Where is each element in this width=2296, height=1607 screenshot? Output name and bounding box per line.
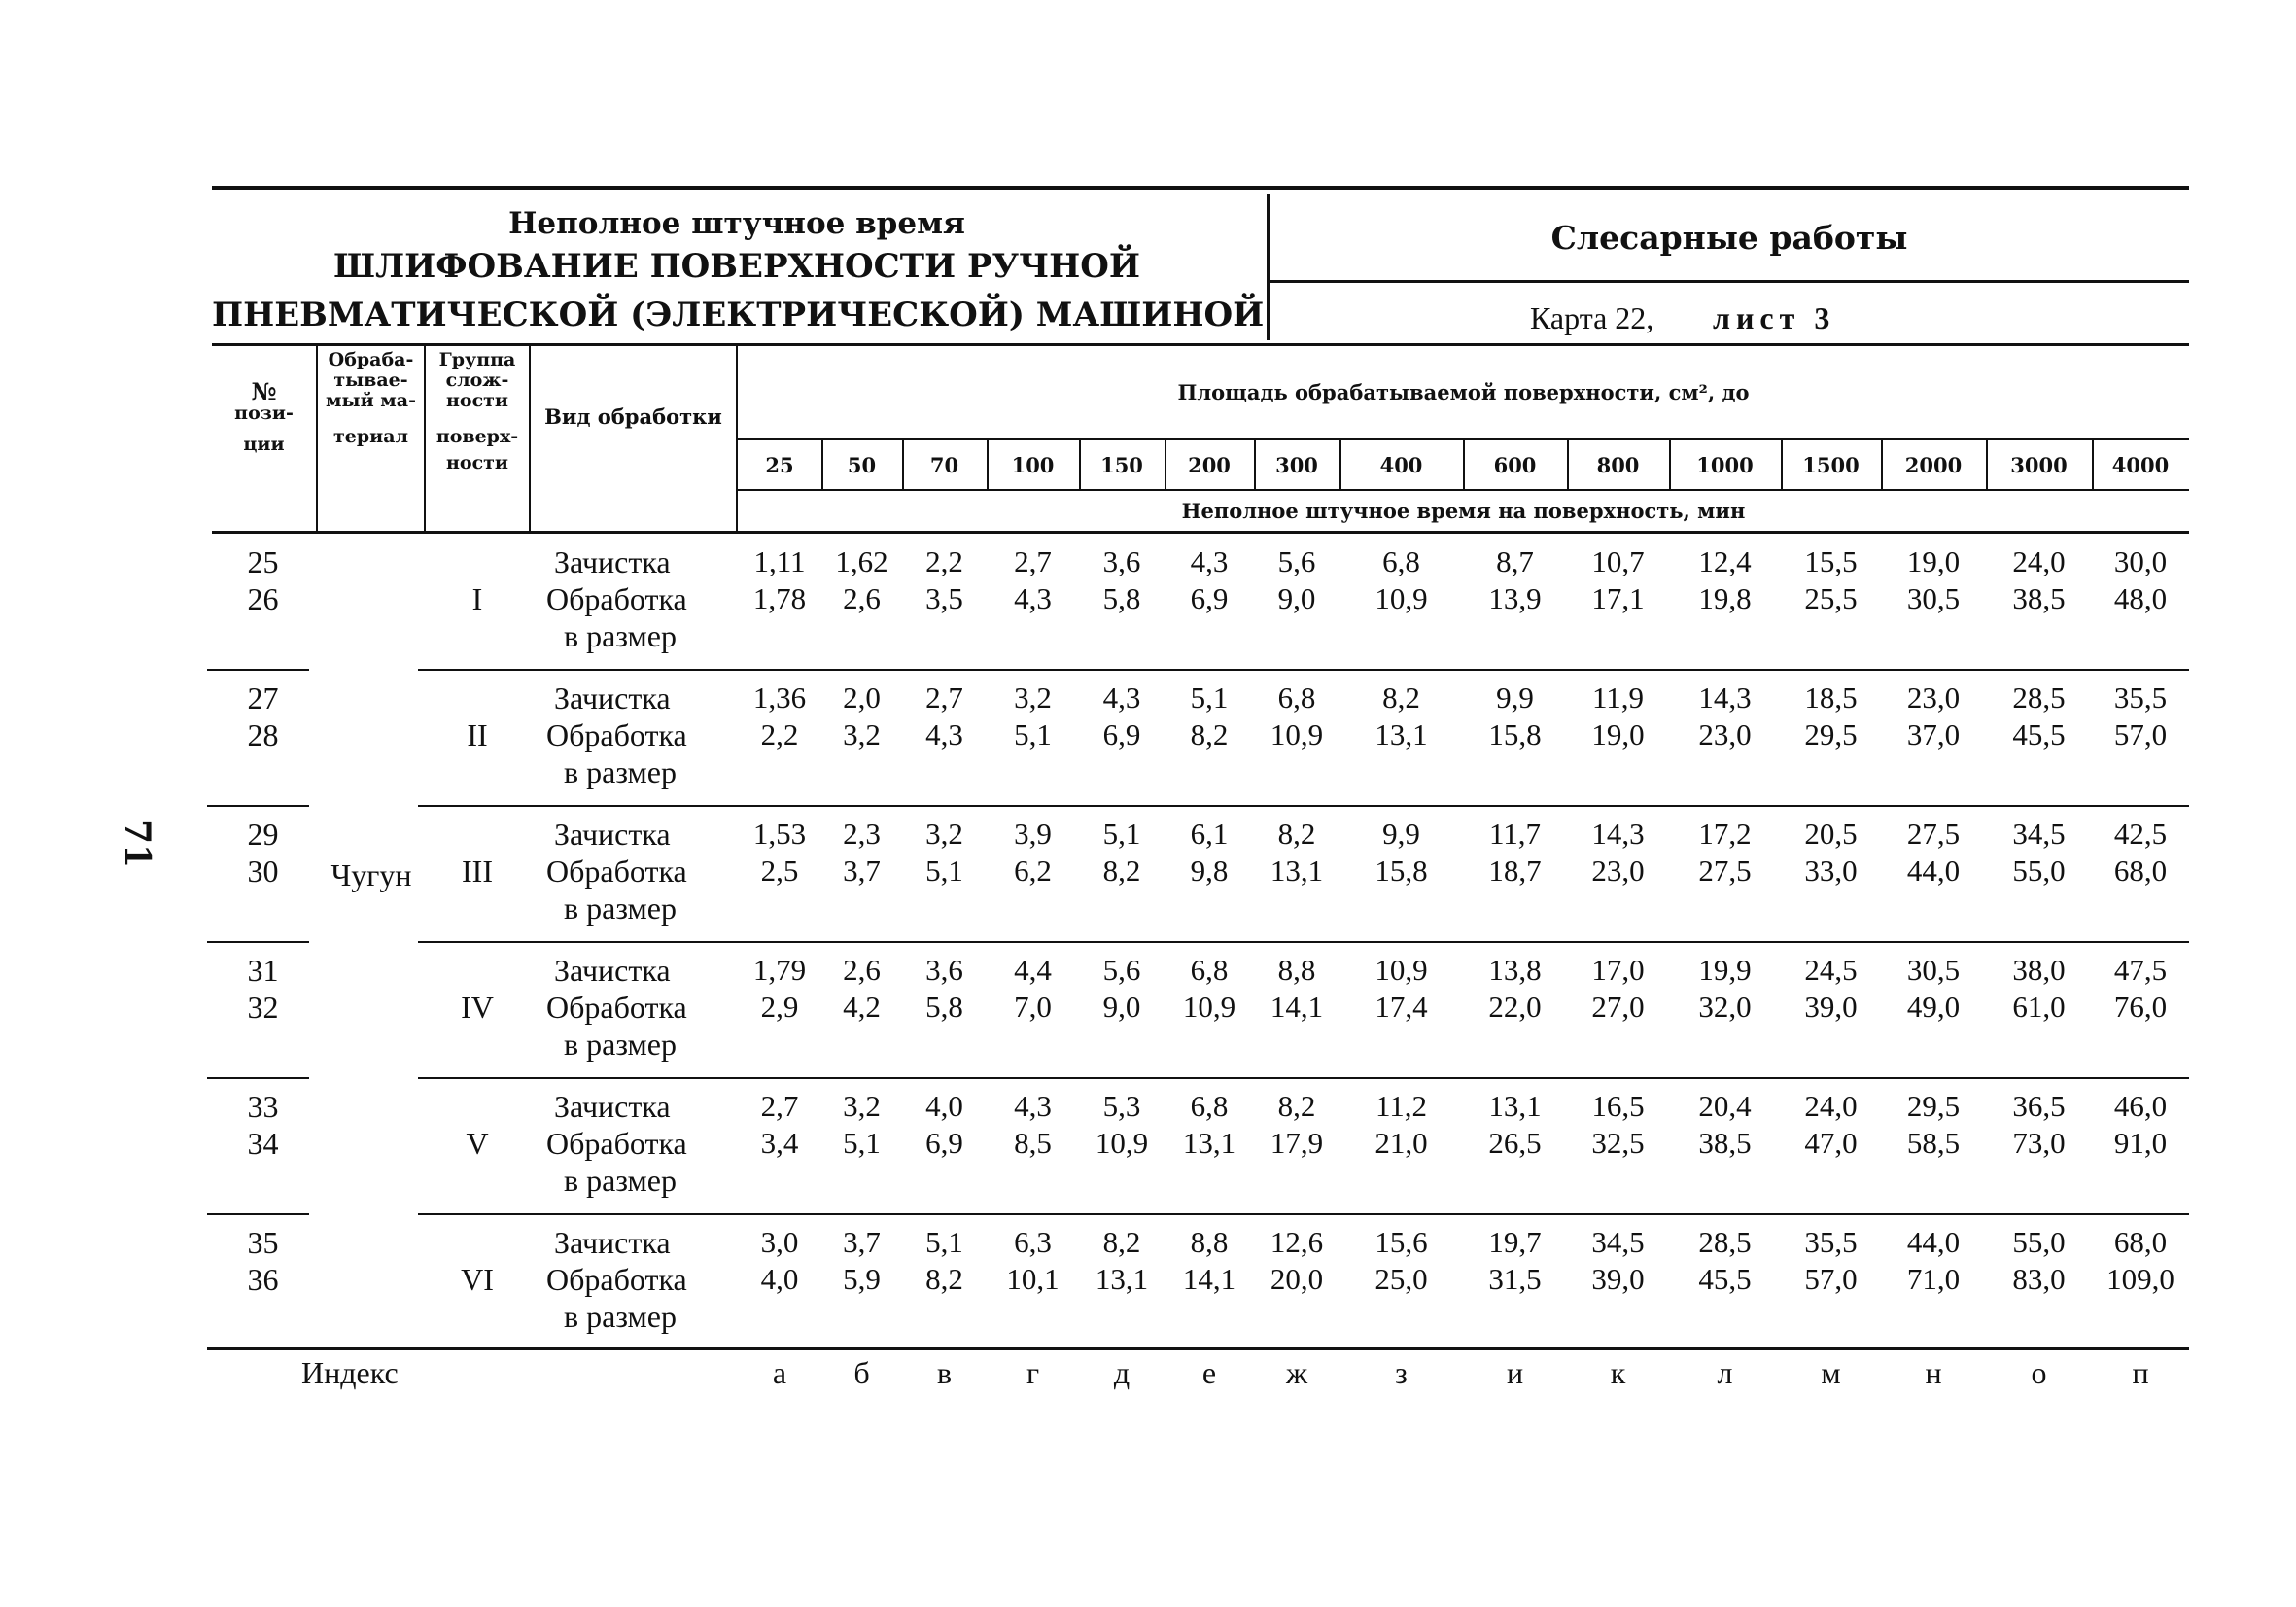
- operation-cleaning: Зачистка: [554, 1225, 671, 1260]
- table-top-rule: [212, 343, 2189, 346]
- time-value: 13,1: [1270, 854, 1324, 888]
- time-value: 5,1: [1190, 681, 1229, 715]
- time-value: 28,5: [1698, 1225, 1752, 1259]
- group-rule-pos: [207, 941, 309, 943]
- time-value: 4,3: [1190, 544, 1229, 578]
- table-bottom-rule: [207, 1347, 2189, 1350]
- operation-machining-cont: в размер: [564, 1299, 677, 1334]
- area-value: 50: [847, 453, 877, 477]
- time-value: 35,5: [1804, 1225, 1858, 1259]
- time-value: 1,79: [752, 953, 807, 987]
- index-letter: г: [1026, 1355, 1040, 1390]
- time-value: 6,8: [1382, 544, 1420, 578]
- time-value: 61,0: [2012, 990, 2066, 1024]
- operation-machining: Обработка: [546, 1126, 687, 1161]
- time-value: 47,5: [2113, 953, 2168, 987]
- operation-machining-cont: в размер: [564, 1027, 677, 1062]
- operation-machining-cont: в размер: [564, 618, 677, 653]
- index-letter: м: [1821, 1355, 1841, 1390]
- time-value: 5,1: [925, 1225, 963, 1259]
- header-subtitle: Неполное штучное время: [508, 206, 965, 241]
- position-number: 34: [247, 1126, 279, 1161]
- time-value: 8,2: [925, 1262, 963, 1296]
- time-value: 4,3: [1014, 1089, 1052, 1123]
- area-value: 1000: [1696, 453, 1754, 477]
- index-letter: а: [772, 1355, 787, 1390]
- time-value: 15,8: [1374, 854, 1428, 888]
- time-value: 57,0: [2113, 717, 2168, 751]
- header-top-rule: [212, 186, 2189, 190]
- time-value: 6,1: [1190, 817, 1229, 851]
- time-value: 25,5: [1804, 581, 1858, 615]
- position-number: 32: [247, 990, 279, 1025]
- time-value: 17,1: [1591, 581, 1645, 615]
- time-value: 20,4: [1698, 1089, 1752, 1123]
- position-number: 27: [247, 681, 279, 716]
- time-value: 18,5: [1804, 681, 1858, 715]
- time-value: 3,9: [1014, 817, 1052, 851]
- area-value: 100: [1011, 453, 1055, 477]
- area-value: 4000: [2111, 453, 2170, 477]
- time-value: 3,2: [1014, 681, 1052, 715]
- time-value: 13,1: [1095, 1262, 1149, 1296]
- time-value: 4,2: [843, 990, 881, 1024]
- index-letter: п: [2132, 1355, 2149, 1390]
- time-value: 38,0: [2012, 953, 2066, 987]
- time-value: 17,0: [1591, 953, 1645, 987]
- position-number: 29: [247, 817, 279, 852]
- time-value: 47,0: [1804, 1126, 1858, 1160]
- time-value: 3,4: [760, 1126, 799, 1160]
- section-title: Слесарные работы: [1550, 219, 1908, 257]
- time-value: 46,0: [2113, 1089, 2168, 1123]
- time-value: 6,9: [1190, 581, 1229, 615]
- index-letter: з: [1395, 1355, 1408, 1390]
- time-value: 1,11: [753, 544, 806, 578]
- col-sep-3: [529, 343, 531, 533]
- time-value: 23,0: [1906, 681, 1961, 715]
- time-value: 57,0: [1804, 1262, 1858, 1296]
- time-value: 13,1: [1374, 717, 1428, 751]
- time-value: 2,6: [843, 953, 881, 987]
- complexity-group: VI: [461, 1262, 494, 1297]
- time-value: 14,3: [1698, 681, 1752, 715]
- time-value: 18,7: [1488, 854, 1542, 888]
- time-value: 9,9: [1382, 817, 1420, 851]
- time-value: 21,0: [1374, 1126, 1428, 1160]
- time-value: 9,9: [1496, 681, 1534, 715]
- time-value: 4,4: [1014, 953, 1052, 987]
- time-value: 49,0: [1906, 990, 1961, 1024]
- index-letter: е: [1201, 1355, 1217, 1390]
- time-value: 6,3: [1014, 1225, 1052, 1259]
- operation-machining: Обработка: [546, 854, 687, 889]
- operation-cleaning: Зачистка: [554, 681, 671, 716]
- complexity-group: III: [462, 854, 493, 889]
- time-value: 11,7: [1488, 817, 1542, 851]
- area-value: 600: [1493, 453, 1537, 477]
- index-letter: в: [936, 1355, 953, 1390]
- time-value: 13,1: [1488, 1089, 1542, 1123]
- time-value: 32,0: [1698, 990, 1752, 1024]
- time-value: 45,5: [1698, 1262, 1752, 1296]
- operation-cleaning: Зачистка: [554, 1089, 671, 1124]
- index-letter: н: [1925, 1355, 1942, 1390]
- time-value: 6,9: [1102, 717, 1141, 751]
- time-value: 8,2: [1277, 817, 1316, 851]
- time-value: 5,1: [1014, 717, 1052, 751]
- time-value: 11,9: [1591, 681, 1645, 715]
- time-header: Неполное штучное время на поверхность, мин: [1181, 499, 1746, 523]
- area-value: 70: [929, 453, 959, 477]
- group-rule: [418, 1213, 2189, 1215]
- time-value: 17,4: [1374, 990, 1428, 1024]
- time-value: 1,53: [752, 817, 807, 851]
- time-value: 71,0: [1906, 1262, 1961, 1296]
- time-value: 8,2: [1190, 717, 1229, 751]
- time-value: 17,2: [1698, 817, 1752, 851]
- time-value: 35,5: [2113, 681, 2168, 715]
- operation-machining: Обработка: [546, 581, 687, 616]
- group-rule-pos: [207, 805, 309, 807]
- time-value: 24,0: [2012, 544, 2066, 578]
- time-value: 42,5: [2113, 817, 2168, 851]
- time-value: 30,5: [1906, 581, 1961, 615]
- time-value: 34,5: [1591, 1225, 1645, 1259]
- operation-machining: Обработка: [546, 990, 687, 1025]
- time-value: 55,0: [2012, 854, 2066, 888]
- time-value: 32,5: [1591, 1126, 1645, 1160]
- area-value: 400: [1379, 453, 1423, 477]
- time-value: 4,3: [925, 717, 963, 751]
- time-value: 29,5: [1804, 717, 1858, 751]
- time-value: 24,0: [1804, 1089, 1858, 1123]
- time-value: 3,2: [843, 717, 881, 751]
- operation-cleaning: Зачистка: [554, 817, 671, 852]
- time-value: 26,5: [1488, 1126, 1542, 1160]
- index-letter: л: [1717, 1355, 1733, 1390]
- time-value: 2,2: [760, 717, 799, 751]
- complexity-group: IV: [461, 990, 494, 1025]
- position-number: 25: [247, 544, 279, 579]
- time-value: 38,5: [1698, 1126, 1752, 1160]
- area-value: 150: [1100, 453, 1143, 477]
- time-value: 55,0: [2012, 1225, 2066, 1259]
- time-value: 5,9: [843, 1262, 881, 1296]
- time-value: 8,5: [1014, 1126, 1052, 1160]
- sheet-number: лист 3: [1713, 300, 1836, 335]
- card-number: Карта 22,: [1530, 300, 1654, 335]
- group-rule-pos: [207, 669, 309, 671]
- section-rule: [1270, 280, 2189, 283]
- group-rule: [418, 805, 2189, 807]
- time-value: 4,0: [925, 1089, 963, 1123]
- time-value: 19,7: [1488, 1225, 1542, 1259]
- position-number: 30: [247, 854, 279, 889]
- operation-machining: Обработка: [546, 717, 687, 752]
- time-value: 14,3: [1591, 817, 1645, 851]
- time-value: 24,5: [1804, 953, 1858, 987]
- time-value: 3,2: [843, 1089, 881, 1123]
- complexity-group: II: [467, 717, 488, 752]
- time-value: 10,9: [1374, 581, 1428, 615]
- time-value: 8,2: [1277, 1089, 1316, 1123]
- time-value: 3,7: [843, 1225, 881, 1259]
- time-value: 109,0: [2106, 1262, 2174, 1296]
- index-letter: о: [2031, 1355, 2047, 1390]
- page-number: 71: [117, 819, 157, 869]
- header-title-line2: ПНЕВМАТИЧЕСКОЙ (ЭЛЕКТРИЧЕСКОЙ) МАШИНОЙ: [212, 296, 1265, 334]
- time-value: 6,8: [1277, 681, 1316, 715]
- time-value: 6,8: [1190, 1089, 1229, 1123]
- time-value: 48,0: [2113, 581, 2168, 615]
- time-value: 9,0: [1102, 990, 1141, 1024]
- time-value: 6,2: [1014, 854, 1052, 888]
- time-value: 6,9: [925, 1126, 963, 1160]
- complexity-group: V: [466, 1126, 489, 1161]
- position-number: 31: [247, 953, 279, 988]
- time-value: 8,7: [1496, 544, 1534, 578]
- time-value: 1,62: [835, 544, 888, 578]
- time-value: 68,0: [2113, 854, 2168, 888]
- time-value: 10,9: [1182, 990, 1236, 1024]
- time-value: 30,5: [1906, 953, 1961, 987]
- area-value: 3000: [2010, 453, 2068, 477]
- time-value: 4,3: [1102, 681, 1141, 715]
- time-value: 8,8: [1277, 953, 1316, 987]
- col-material-header: Обраба- тывае- мый ма- териал: [326, 349, 416, 447]
- area-value: 200: [1188, 453, 1231, 477]
- time-value: 2,0: [843, 681, 881, 715]
- time-value: 1,36: [752, 681, 807, 715]
- time-value: 7,0: [1014, 990, 1052, 1024]
- time-value: 8,2: [1382, 681, 1420, 715]
- time-value: 73,0: [2012, 1126, 2066, 1160]
- operation-machining: Обработка: [546, 1262, 687, 1297]
- time-value: 3,7: [843, 854, 881, 888]
- time-value: 4,3: [1014, 581, 1052, 615]
- time-value: 11,2: [1374, 1089, 1428, 1123]
- time-value: 33,0: [1804, 854, 1858, 888]
- time-value: 36,5: [2012, 1089, 2066, 1123]
- index-letter: к: [1610, 1355, 1626, 1390]
- table-header-bottom-rule: [212, 531, 2189, 534]
- header-divider: [1267, 194, 1270, 340]
- index-letter: б: [853, 1355, 870, 1390]
- index-letter: д: [1113, 1355, 1131, 1390]
- time-value: 76,0: [2113, 990, 2168, 1024]
- time-value: 2,7: [1014, 544, 1052, 578]
- time-value: 2,3: [843, 817, 881, 851]
- time-value: 83,0: [2012, 1262, 2066, 1296]
- time-value: 37,0: [1906, 717, 1961, 751]
- material-label: Чугун: [330, 857, 412, 892]
- time-value: 44,0: [1906, 854, 1961, 888]
- time-value: 1,78: [752, 581, 807, 615]
- time-value: 2,9: [760, 990, 799, 1024]
- time-value: 5,6: [1102, 953, 1141, 987]
- time-value: 23,0: [1698, 717, 1752, 751]
- time-value: 3,2: [925, 817, 963, 851]
- header-title-line1: ШЛИФОВАНИЕ ПОВЕРХНОСТИ РУЧНОЙ: [332, 247, 1141, 286]
- area-header: Площадь обрабатываемой поверхности, см², до: [1177, 380, 1750, 404]
- time-value: 3,0: [760, 1225, 799, 1259]
- operation-machining-cont: в размер: [564, 1163, 677, 1198]
- time-value: 5,6: [1277, 544, 1316, 578]
- time-value: 3,6: [925, 953, 963, 987]
- time-value: 4,0: [760, 1262, 799, 1296]
- area-value: 2000: [1904, 453, 1963, 477]
- time-value: 30,0: [2113, 544, 2168, 578]
- time-value: 5,8: [925, 990, 963, 1024]
- time-value: 68,0: [2113, 1225, 2168, 1259]
- area-value: 300: [1275, 453, 1318, 477]
- time-value: 10,9: [1270, 717, 1324, 751]
- time-value: 6,8: [1190, 953, 1229, 987]
- complexity-group: I: [471, 581, 483, 616]
- position-number: 28: [247, 717, 279, 752]
- time-value: 10,1: [1006, 1262, 1060, 1296]
- time-value: 8,2: [1102, 854, 1141, 888]
- area-value: 800: [1596, 453, 1640, 477]
- group-rule: [418, 669, 2189, 671]
- time-value: 31,5: [1488, 1262, 1542, 1296]
- group-rule-pos: [207, 1077, 309, 1079]
- time-value: 12,4: [1698, 544, 1752, 578]
- group-rule-pos: [207, 1213, 309, 1215]
- col-pos-header: № пози- ции: [234, 377, 294, 455]
- time-value: 14,1: [1182, 1262, 1236, 1296]
- time-value: 5,1: [1102, 817, 1141, 851]
- time-value: 13,9: [1488, 581, 1542, 615]
- position-number: 26: [247, 581, 279, 616]
- time-value: 28,5: [2012, 681, 2066, 715]
- time-value: 14,1: [1270, 990, 1324, 1024]
- time-value: 44,0: [1906, 1225, 1961, 1259]
- time-value: 39,0: [1804, 990, 1858, 1024]
- time-value: 20,0: [1270, 1262, 1324, 1296]
- time-value: 9,8: [1190, 854, 1229, 888]
- time-value: 17,9: [1270, 1126, 1324, 1160]
- time-value: 15,5: [1804, 544, 1858, 578]
- time-value: 27,5: [1906, 817, 1961, 851]
- time-value: 13,8: [1488, 953, 1542, 987]
- time-value: 2,6: [843, 581, 881, 615]
- group-rule: [418, 941, 2189, 943]
- col-group-header: Группа слож- ности поверх- ности: [435, 349, 519, 473]
- time-value: 16,5: [1591, 1089, 1645, 1123]
- position-number: 36: [247, 1262, 279, 1297]
- time-value: 3,6: [1102, 544, 1141, 578]
- time-value: 19,0: [1906, 544, 1961, 578]
- time-value: 45,5: [2012, 717, 2066, 751]
- time-value: 19,8: [1698, 581, 1752, 615]
- time-value: 2,7: [760, 1089, 799, 1123]
- time-value: 20,5: [1804, 817, 1858, 851]
- time-value: 5,1: [925, 854, 963, 888]
- time-value: 22,0: [1488, 990, 1542, 1024]
- area-value: 1500: [1802, 453, 1860, 477]
- col-kind-header: Вид обработки: [544, 404, 722, 429]
- time-value: 2,2: [925, 544, 963, 578]
- time-value: 5,3: [1102, 1089, 1141, 1123]
- time-value: 10,9: [1374, 953, 1428, 987]
- time-value: 25,0: [1374, 1262, 1428, 1296]
- time-value: 58,5: [1906, 1126, 1961, 1160]
- time-value: 9,0: [1277, 581, 1316, 615]
- position-number: 35: [247, 1225, 279, 1260]
- operation-cleaning: Зачистка: [554, 953, 671, 988]
- operation-cleaning: Зачистка: [554, 544, 671, 579]
- area-values-rule: [738, 489, 2189, 491]
- time-value: 12,6: [1270, 1225, 1324, 1259]
- time-value: 34,5: [2012, 817, 2066, 851]
- time-value: 23,0: [1591, 854, 1645, 888]
- index-letter: и: [1506, 1355, 1524, 1390]
- time-value: 10,7: [1591, 544, 1645, 578]
- operation-machining-cont: в размер: [564, 754, 677, 789]
- area-value: 25: [765, 453, 794, 477]
- time-value: 19,9: [1698, 953, 1752, 987]
- time-value: 10,9: [1095, 1126, 1149, 1160]
- time-value: 27,0: [1591, 990, 1645, 1024]
- time-value: 5,1: [843, 1126, 881, 1160]
- time-value: 8,8: [1190, 1225, 1229, 1259]
- index-letter: ж: [1285, 1355, 1308, 1390]
- time-value: 3,5: [925, 581, 963, 615]
- operation-machining-cont: в размер: [564, 891, 677, 926]
- time-value: 38,5: [2012, 581, 2066, 615]
- group-rule: [418, 1077, 2189, 1079]
- time-value: 19,0: [1591, 717, 1645, 751]
- time-value: 15,8: [1488, 717, 1542, 751]
- time-value: 5,8: [1102, 581, 1141, 615]
- time-value: 39,0: [1591, 1262, 1645, 1296]
- position-number: 33: [247, 1089, 279, 1124]
- time-value: 8,2: [1102, 1225, 1141, 1259]
- time-value: 15,6: [1374, 1225, 1428, 1259]
- time-value: 27,5: [1698, 854, 1752, 888]
- time-value: 13,1: [1182, 1126, 1236, 1160]
- time-value: 29,5: [1906, 1089, 1961, 1123]
- time-value: 91,0: [2113, 1126, 2168, 1160]
- index-label: Индекс: [301, 1355, 399, 1390]
- time-value: 2,5: [760, 854, 799, 888]
- time-value: 2,7: [925, 681, 963, 715]
